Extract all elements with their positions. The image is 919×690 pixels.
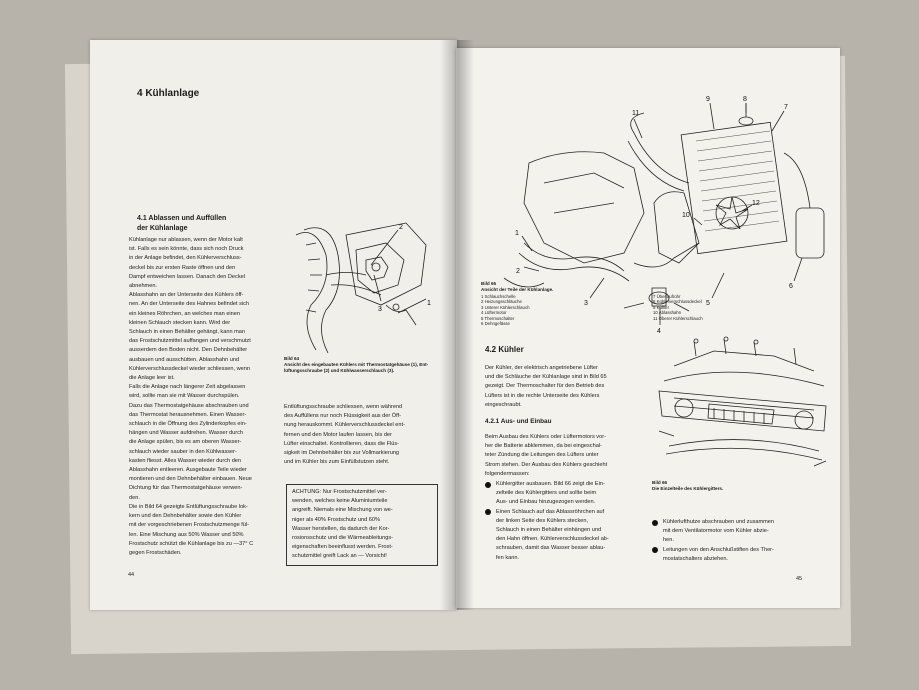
figure-65-legend-right <box>653 294 703 321</box>
figure-64-radiator-illustration <box>286 215 436 355</box>
figure-65-cooling-system-illustration <box>484 93 829 335</box>
right-column-text: Entlüftungsschraube schliessen, wenn während des Auffüllens nur noch Flüssigkeit aus der Öff- nung herauskommt. Kühlerverschlussdeckel ent- fernen und den Motor laufen lassen, bis der Lüfter einschaltet. Kontrollieren, dass die Flüs- sigkeit im Dehnbehälter bis zur Vollmarkierung und im Kühler bis zum Einfüllstutzen steht. <box>284 404 405 466</box>
figure-64-caption-title: Bild 64 <box>284 356 300 361</box>
legend-item: 10 Ablasshahn <box>653 310 682 316</box>
figure-64-caption: Ansicht des eingebauten Kühlers mit Thermostatgehäuse (1), Ent- lüftungsschraube (2) und Kühlwasserschlauch (3). <box>284 362 429 373</box>
fig65-label-12: 12 <box>752 200 760 207</box>
fig64-label-3: 3 <box>378 306 382 313</box>
bullet-dot-icon <box>485 509 491 515</box>
section-title: 4.1 Ablassen und Auffüllen der Kühlanlage <box>137 215 227 232</box>
left-column-text: Kühlanlage nur ablassen, wenn der Motor kalt ist. Falls es sein könnte, dass sich noch Druck in der Anlage befindet, den Kühlerverschluss- deckel bis zur ersten Raste öffnen und den Dampf entweichen lassen. Danach den Deckel abnehmen. Ablasshahn an der Unterseite des Kühlers öff- nen. An der Unterseite des Hahnes befindet sich ein kleines Röhrchen, an welches man einen kleinen Schlauch stecken kann. Wird der Schlauch in einen Behälter gehängt, kann man das Frostschutzmittel auffangen und verschmutzt ausserdem den Boden nicht. Den Dehnbehälter ausbauen und ausschütten. Ablasshahn und Kühlerverschlussdeckel wieder schliessen, wenn die Anlage leer ist. Falls die Anlage nach längerer Zeit abgelassen wird, sollte man sie mit Wasser durchspülen. Dazu das Thermostatgehäuse abschrauben und das Thermostat herausnehmen. Einen Wasser- schlauch in die Öffnung des Zylinderkopfes ein- hängen und Wasser aufdrehen. Wasser durch die Anlage spülen, bis es am oberen Wasser- schlauch wieder sauber in den Kühlwasser- kasten fliesst. Alles Wasser wieder durch den Ablasshahn entleeren. Ausgebaute Teile wieder montieren und den Dehnbehälter einbauen. Neue Dichtung für das Thermostatgehäuse verwen- den. Die in Bild 64 gezeigte Entlüftungsschraube lok- kern und den Dehnbehälter sowie den Kühler mit der vorgeschriebenen Frostschutzmenge fül- len. Eine Mischung aus 50% Wasser und 50% Frostschutz schützt die Kühlanlage bis zu —37° C gegen Frostschäden. <box>129 237 254 556</box>
figure-65-caption-title: Bild 65 <box>481 281 497 286</box>
bullet-item: Kühlerlufthutze abschrauben und zusammen mit dem Ventilatormotor vom Kühler abzie- hen. <box>652 518 828 546</box>
legend-item: 2 Heizungsschläuche <box>481 299 522 305</box>
figure-65-caption: Ansicht der Teile der Kühlanlage. <box>481 287 554 292</box>
warning-notice: ACHTUNG: Nur Frostschutzmittel ver- wenden, welches keine Aluminiumteile angreift. Niemals eine Mischung von we- niger als 40% Frostschutz und 60% Wasser herstellen, da dadurch der Kor- rosionsschutz und die Wärmeableitungs- eigenschaften beeinflusst werden. Frost- schutzmittel greift Lack an — Vorsicht! <box>286 484 438 566</box>
page-number-right: 45 <box>796 576 803 582</box>
book-gutter-shadow <box>440 40 474 610</box>
figure-66-caption-title: Bild 66 <box>652 480 668 485</box>
figure-66-grille-parts-illustration <box>654 336 832 478</box>
legend-item: 1 Schlauchschelle <box>481 294 516 299</box>
bullet-dot-icon <box>485 482 491 488</box>
section-4-2-intro: Der Kühler, der elektrisch angetriebene Lüfter und die Schläuche der Kühlanlage sind in Bild 65 gezeigt. Der Thermoschalter für den Betrieb des Lüfters ist in die rechte Unterseite des Kühlers eingeschraubt. <box>485 365 607 408</box>
fig64-label-1: 1 <box>427 300 431 307</box>
fig65-label-7: 7 <box>784 104 788 111</box>
fig65-label-5: 5 <box>706 300 710 307</box>
legend-item: 11 Oberer Kühlerschlauch <box>653 315 703 321</box>
fig65-label-10: 10 <box>682 212 690 219</box>
bullet-list-left <box>485 480 647 563</box>
bullet-item: Kühlergitter ausbauen. Bild 66 zeigt die Ein- zelteile des Kühlergitters und sollte beim Aus- und Einbau hinzugezogen werden. <box>485 480 647 508</box>
section-title-4-2: 4.2 Kühler <box>485 345 524 354</box>
right-page <box>456 48 840 608</box>
subsection-title-4-2-1: 4.2.1 Aus- und Einbau <box>485 418 552 425</box>
fig65-label-8: 8 <box>743 96 747 103</box>
fig65-label-4: 4 <box>657 328 661 335</box>
bullet-dot-icon <box>652 520 658 526</box>
legend-item: 5 Thermoschalter <box>481 315 515 321</box>
fig65-label-2: 2 <box>516 268 520 275</box>
chapter-title: 4 Kühlanlage <box>137 88 200 99</box>
figure-66-caption: Die Einzelteile des Kühlergitters. <box>652 486 724 491</box>
legend-item: 9 Kühler <box>653 304 670 310</box>
legend-item: 3 Unterer Kühlerschlauch <box>481 304 530 310</box>
legend-item: 4 Lüftermotor <box>481 310 507 316</box>
bullet-dot-icon <box>652 547 658 553</box>
bullet-item: Einen Schlauch auf das Ablassröhrchen auf der linken Seite des Kühlers stecken, Schlauch in einen Behälter einhängen und den Hahn öffnen. Kühlerverschlussdeckel ab- schrauben, damit das Wasser besser ablau- fen kann. <box>485 508 647 563</box>
legend-item: 7 Überlaufrohr <box>653 294 681 299</box>
bullet-list-right <box>652 518 828 564</box>
legend-item: 8 Kühlerverschlussdeckel <box>653 299 702 305</box>
fig64-label-2: 2 <box>399 224 403 231</box>
fig65-label-1: 1 <box>515 230 519 237</box>
fig65-label-3: 3 <box>584 300 588 307</box>
left-page <box>90 40 457 610</box>
fig65-label-6: 6 <box>789 283 793 290</box>
subsection-4-2-1-text: Beim Ausbau des Kühlers oder Lüftermotors vor- her die Batterie abklemmen, da bei eingeschal- teter Zündung die Leitungen des Lüfters unter Strom stehen. Der Ausbau des Kühlers geschieht folgendermassen: <box>485 434 608 477</box>
fig65-label-9: 9 <box>706 96 710 103</box>
page-number-left: 44 <box>128 572 135 578</box>
fig65-label-11: 11 <box>632 110 640 117</box>
legend-item: 6 Dehngefässe <box>481 321 510 327</box>
figure-65-legend-left <box>481 294 530 326</box>
bullet-item: Leitungen von den Anschlußstiften des Ther- mostatschalters abziehen. <box>652 546 828 564</box>
